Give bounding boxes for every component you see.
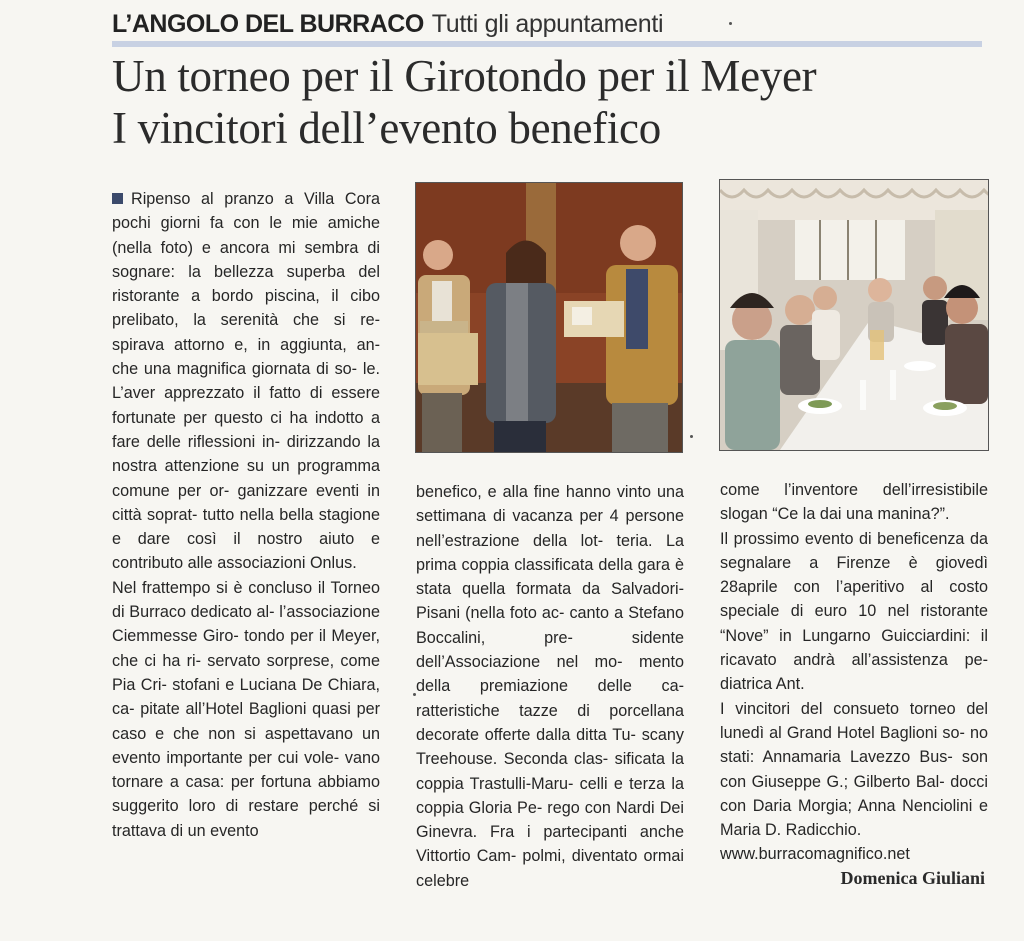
article-paragraph: come l’inventore dell’irresistibile slogan “Ce la dai una manina?”. xyxy=(720,481,988,524)
author-signature: Domenica Giuliani xyxy=(840,868,985,888)
article-paragraph: benefico, e alla fine hanno vinto una settimana di vacanza per 4 persone nell’estrazione della lot- teria. La prima coppia classificata della gara è stata quella formata da Salvadori-Pisani (nella foto ac- canto a Stefano Boccalini, pre- sidente dell’Associazione nel mo- mento della premiazione delle ca- ratteristiche tazze di porcellana decorate offerte dalla ditta Tu- scany Treehouse. Seconda clas- sificata la coppia Trastulli-Maru- celli e terza la coppia Gloria Pe- rego con Nardi Dei Ginevra. Fra i partecipanti anche Vittortio Cam- polmi, diventato ormai celebre xyxy=(416,483,684,890)
article-paragraph: I vincitori del consueto torneo del lunedì al Grand Hotel Baglioni so- no stati: Annamaria Lavezzo Bus- son con Giuseppe G.; Gilberto Bal- docci con Daria Morgia; Anna Nenciolini e Maria D. Radicchio. xyxy=(720,699,988,840)
photo-lunch-villa-cora xyxy=(719,179,989,451)
website-link[interactable]: www.burracomagnifico.net xyxy=(720,845,910,864)
article-paragraph: Il prossimo evento di beneficenza da segnalare a Firenze è giovedì 28aprile con l’aperitivo al costo speciale di euro 10 nel ristorante “Nove” in Lungarno Guicciardini: il ricavato andrà all’assistenza pe- diatrica Ant. xyxy=(720,529,988,694)
paragraph-text: Ripenso al pranzo a Villa Cora pochi giorni fa con le mie amiche (nella foto) e ancora mi sembra di sognare: la bellezza superba del ristorante a bordo piscina, il cibo prelibato, la serenità che si re- spirava attorno e, in aggiunta, an- che una magnifica giornata di so- le. L’aver apprezzato il fatto di essere fortunate per questo ci ha indotto a fare delle riflessioni in- dirizzando la nostra attenzione su un programma comune per or- ganizzare eventi in città soprat- tutto nella bella stagione e dare così il nostro aiuto e contributo alle associazioni Onlus. xyxy=(112,190,380,573)
section-name: L’ANGOLO DEL BURRACO xyxy=(112,10,424,38)
article-paragraph: Nel frattempo si è concluso il Torneo di Burraco dedicato al- l’associazione Ciemmesse Giro- tondo per il Meyer, che ci ha ri- servato sorprese, come Pia Cri- stofani e Luciana De Chiara, ca- pitate all’Hotel Baglioni quasi per caso e che non si aspettavano un evento importante per cui vole- vano tornare a casa: per fortuna abbiamo suggerito loro di restare perché si trattava di un evento xyxy=(112,578,380,840)
article-paragraph xyxy=(112,187,380,576)
print-speck xyxy=(729,22,732,25)
article-column-3 xyxy=(720,478,988,867)
headline xyxy=(112,50,992,154)
header-rule xyxy=(112,41,982,47)
section-subtitle: Tutti gli appuntamenti xyxy=(431,10,664,38)
headline-line-1: Un torneo per il Girotondo per il Meyer xyxy=(112,51,817,101)
photo-award-ceremony xyxy=(415,182,683,453)
article-column-1 xyxy=(112,187,380,843)
print-speck xyxy=(413,693,416,696)
article-column-2 xyxy=(416,480,684,893)
headline-line-2: I vincitori dell’evento benefico xyxy=(112,103,661,153)
print-speck xyxy=(690,435,693,438)
square-bullet-icon xyxy=(112,193,123,204)
